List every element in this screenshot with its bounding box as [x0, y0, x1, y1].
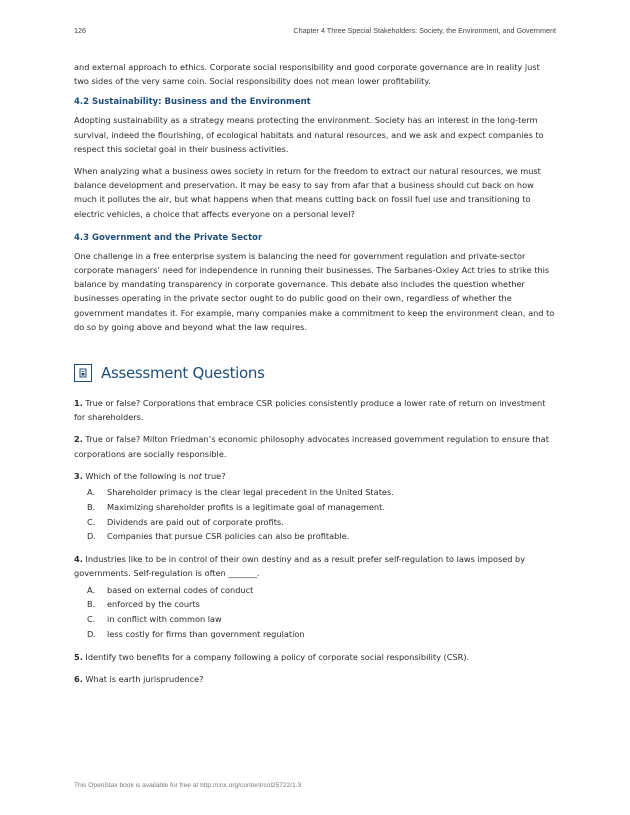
- option-letter: C.: [87, 614, 96, 625]
- intro-paragraph: and external approach to ethics. Corporate social responsibility and good corporate governance are in reality just two sides of the very same coin. Social responsibility does not mean lower profitability.: [74, 62, 540, 87]
- option: [74, 515, 556, 530]
- section-4-2-heading: 4.2 Sustainability: Business and the Environment: [74, 97, 311, 108]
- question-text: True or false? Milton Friedman’s economic philosophy advocates increased government regulation to ensure that corporations are socially responsible.: [74, 434, 549, 459]
- question-1: [74, 396, 556, 424]
- question-text: Which of the following is: [85, 470, 189, 481]
- option-letter: B.: [87, 501, 96, 512]
- page-body: [74, 60, 556, 694]
- option-text: based on external codes of conduct: [107, 584, 254, 595]
- paragraph: One challenge in a free enterprise system is balancing the need for government regulation and private-sector corporate managers’ need for independence in running their businesses. The Sarbanes-Oxley Act tries to strike this balance by mandating transparency in corporate governance. This debate also includes the question whether businesses operating in the private sector ought to do public good on their own, regardless of whether the government mandates it. For example, many companies make a commitment to keep the environment clean, and to do so by going above and beyond what the law requires.: [74, 250, 555, 332]
- document-icon: [74, 364, 92, 382]
- chapter-title: Chapter 4 Three Special Stakeholders: Society, the Environment, and Government: [293, 26, 556, 35]
- option-text: less costly for firms than government regulation: [107, 629, 305, 640]
- option-text: Companies that pursue CSR policies can also be profitable.: [107, 531, 350, 542]
- option-text: enforced by the courts: [107, 599, 200, 610]
- question-number: 6.: [74, 674, 83, 685]
- option: [74, 583, 556, 598]
- question-6: [74, 672, 556, 686]
- question-number: 1.: [74, 398, 83, 409]
- question-2: [74, 432, 556, 460]
- option: [74, 597, 556, 612]
- page-footer: This OpenStax book is available for free at http://cnx.org/content/col25722/1.3: [74, 782, 302, 789]
- question-5: [74, 650, 556, 664]
- option-letter: D.: [87, 629, 96, 640]
- question-text: Industries like to be in control of their own destiny and as a result prefer self-regulation to laws imposed by governments. Self-regulation is often _______.: [74, 554, 526, 579]
- question-4: [74, 552, 556, 580]
- page-header: [74, 26, 556, 38]
- question-3: [74, 469, 556, 483]
- option-text: Maximizing shareholder profits is a legitimate goal of management.: [107, 501, 385, 512]
- option: [74, 500, 556, 515]
- assessment-title: Assessment Questions: [101, 364, 265, 383]
- option-text: Dividends are paid out of corporate profits.: [107, 516, 284, 527]
- option-letter: A.: [87, 584, 96, 595]
- question-number: 3.: [74, 470, 83, 481]
- page-number: 126: [74, 26, 86, 35]
- question-text: true?: [201, 470, 226, 481]
- question-text: True or false? Corporations that embrace CSR policies consistently produce a lower rate of return on investment for shareholders.: [74, 398, 546, 423]
- question-text: What is earth jurisprudence?: [85, 674, 204, 685]
- paragraph: When analyzing what a business owes society in return for the freedom to extract our natural resources, we must balance development and preservation. It may be easy to say from afar that a business should cut back on how much it pollutes the air, but what happens when that means cutting back on fossil fuel use and transitioning to electric vehicles, a choice that affects everyone on a personal level?: [74, 166, 541, 219]
- option-letter: A.: [87, 487, 96, 498]
- question-3-options: [74, 485, 556, 544]
- paragraph: Adopting sustainability as a strategy means protecting the environment. Society has an interest in the long-term survival, indeed the flourishing, of ecological habitats and natural resources, and we ask and expect companies to respect this societal goal in their business activities.: [74, 115, 544, 154]
- option: [74, 612, 556, 627]
- question-text: Identify two benefits for a company following a policy of corporate social responsibility (CSR).: [85, 651, 470, 662]
- question-number: 4.: [74, 554, 83, 565]
- option-letter: C.: [87, 516, 96, 527]
- question-emphasis: not: [188, 470, 202, 481]
- assessment-header: [74, 364, 556, 382]
- question-4-options: [74, 583, 556, 642]
- option: [74, 627, 556, 642]
- option-letter: B.: [87, 599, 96, 610]
- option: [74, 485, 556, 500]
- option-text: in conflict with common law: [107, 614, 222, 625]
- section-4-3-heading: 4.3 Government and the Private Sector: [74, 232, 263, 243]
- question-number: 2.: [74, 434, 83, 445]
- option-letter: D.: [87, 531, 96, 542]
- option-text: Shareholder primacy is the clear legal precedent in the United States.: [107, 487, 394, 498]
- question-number: 5.: [74, 651, 83, 662]
- option: [74, 529, 556, 544]
